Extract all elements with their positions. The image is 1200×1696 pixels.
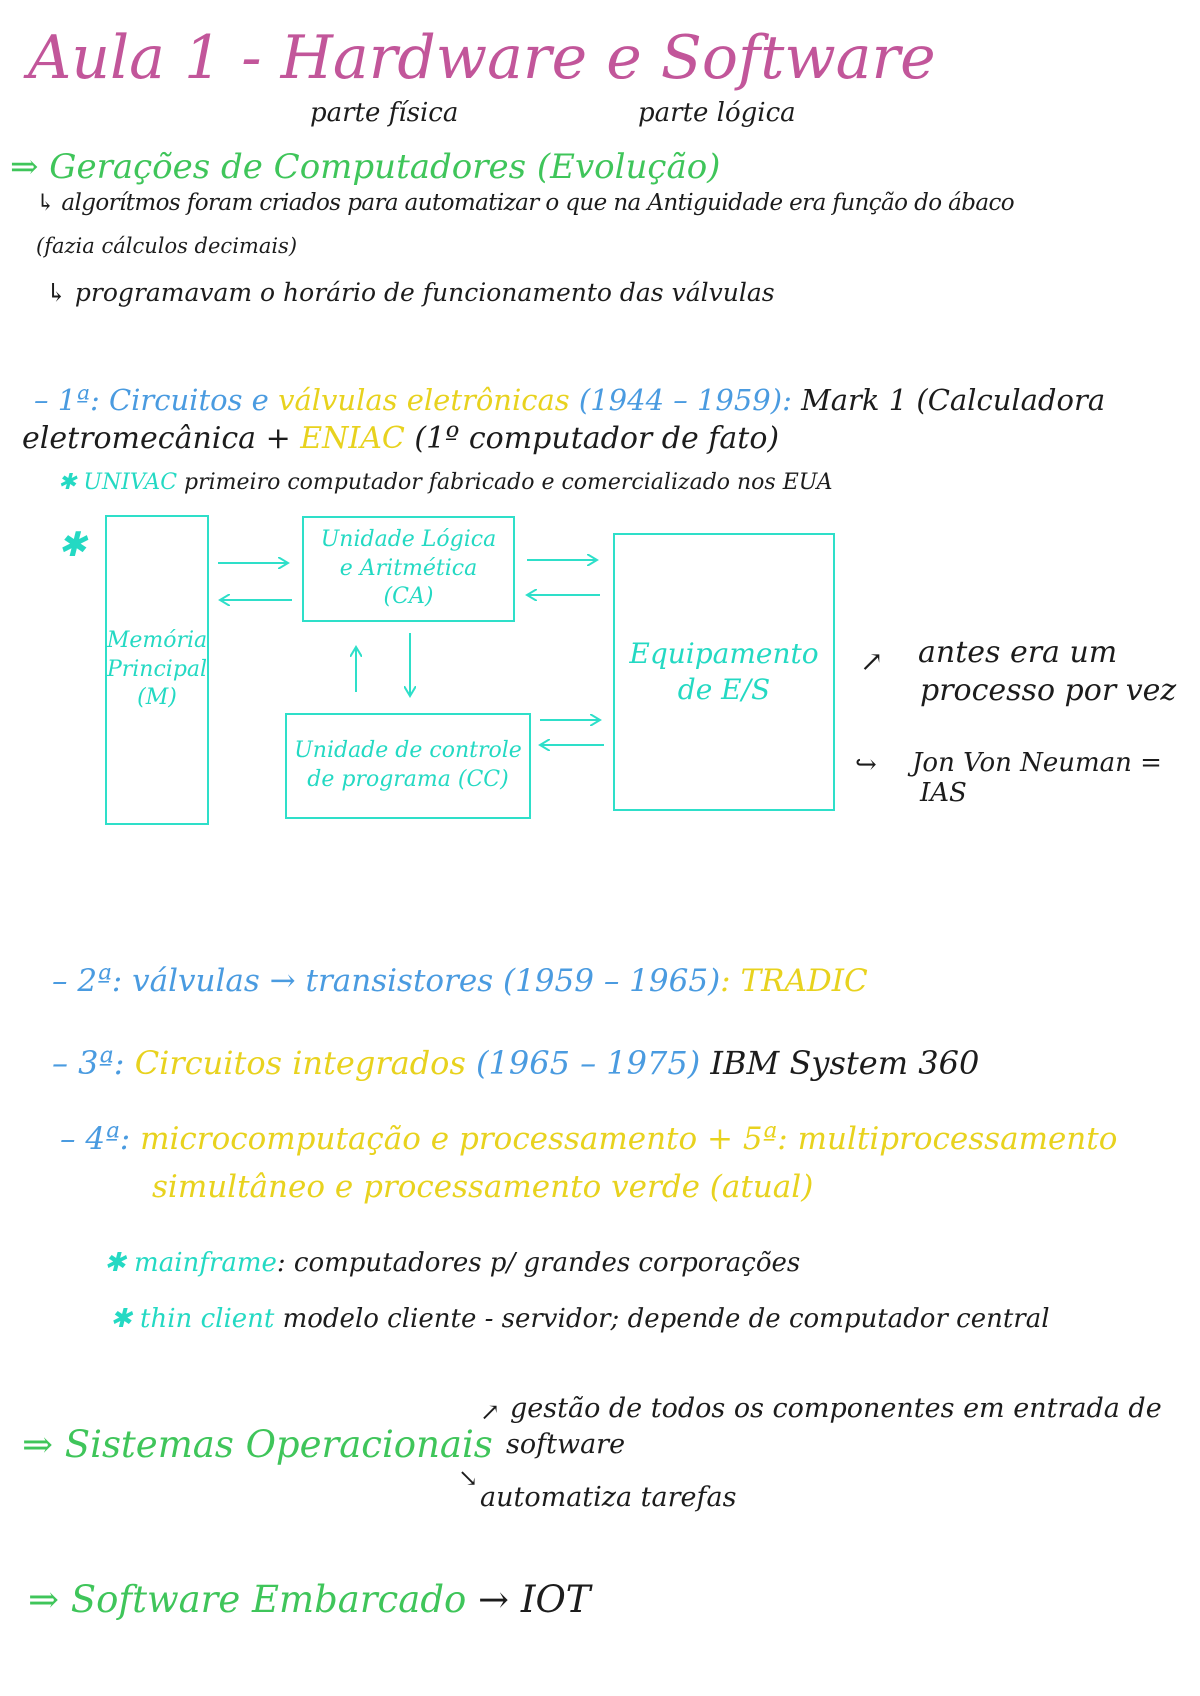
hardware-note: parte física	[310, 98, 459, 128]
diagram-star: ✱	[58, 525, 87, 565]
so-arrow1: ↗	[480, 1398, 501, 1426]
univac-text: primeiro computador fabricado e comercializado nos EUA	[177, 470, 833, 495]
note1-arrow: ↗	[860, 645, 884, 678]
thinclient-line	[110, 1306, 1050, 1332]
title-conjunction: e	[587, 23, 661, 93]
gen2-sep: :	[720, 963, 741, 999]
geracoes-line1b: (fazia cálculos decimais)	[36, 234, 298, 258]
gen4-text: microcomputação e processamento + 5ª: multiprocessamento	[140, 1121, 1118, 1157]
gen3-years: (1965 – 1975)	[465, 1044, 711, 1082]
mainframe-text: : computadores p/ grandes corporações	[276, 1248, 801, 1278]
gen2-line	[52, 963, 868, 999]
ibm-label: IBM System 360	[710, 1044, 980, 1082]
so-heading: ⇒ Sistemas Operacionais	[22, 1423, 493, 1466]
so-note1b: software	[506, 1429, 626, 1460]
geracoes-line1: ↳ algorítmos foram criados para automatizar o que na Antiguidade era função do ábaco	[36, 190, 1015, 216]
gen1-line2b: (1º computador de fato)	[404, 421, 780, 456]
geracoes-heading: ⇒ Gerações de Computadores (Evolução)	[10, 147, 721, 187]
mainframe-line	[104, 1250, 800, 1276]
gen4-line2: simultâneo e processamento verde (atual)	[152, 1169, 814, 1205]
title-prefix: Aula 1 -	[28, 23, 281, 93]
gen2-text: válvulas → transistores (1959 – 1965)	[132, 963, 721, 999]
so-note2: automatiza tarefas	[480, 1482, 737, 1513]
note2-arrow: ↪	[855, 750, 877, 780]
note1-line1: antes era um	[918, 635, 1118, 670]
thinclient-label: ✱ thin client	[110, 1304, 275, 1334]
gen3-prefix: – 3ª:	[52, 1044, 135, 1082]
ula-label: Unidade Lógica e Aritmética (CA)	[320, 527, 497, 610]
gen1-line2a: eletromecânica +	[22, 421, 301, 456]
univac-label: ✱ UNIVAC	[58, 470, 178, 495]
memoria-label: Memória Principal (M)	[106, 628, 208, 711]
gen2-prefix: – 2ª:	[52, 963, 133, 999]
embarcado-line	[28, 1578, 591, 1621]
software-note: parte lógica	[638, 98, 796, 128]
ucp-label: Unidade de controle de programa (CC)	[294, 738, 522, 792]
gen1-label-b: válvulas eletrônicas	[278, 383, 570, 417]
so-arrow2: ↘	[458, 1464, 479, 1492]
note2-line1: Jon Von Neuman =	[912, 748, 1162, 778]
eniac-label: ENIAC	[300, 421, 405, 456]
gen4-line	[60, 1121, 1118, 1157]
gen1-prefix: – 1ª:	[34, 383, 109, 417]
gen4-prefix: – 4ª:	[60, 1121, 141, 1157]
tradic-label: TRADIC	[740, 963, 868, 999]
gen1-label-a: Circuitos e	[108, 383, 279, 417]
gen1-years: (1944 – 1959):	[569, 383, 802, 417]
gen3-line	[52, 1044, 980, 1082]
embarcado-arrow: →	[466, 1578, 521, 1621]
geracoes-line2: ↳ programavam o horário de funcionamento das válvulas	[46, 278, 775, 307]
title-hardware: Hardware	[280, 23, 588, 93]
embarcado-heading: ⇒ Software Embarcado	[28, 1578, 467, 1621]
note2-line2: IAS	[920, 778, 967, 808]
mainframe-label: ✱ mainframe	[104, 1248, 277, 1278]
es-label: Equipamento de E/S	[629, 636, 819, 706]
note1-line2: processo por vez	[920, 673, 1177, 708]
so-note1: gestão de todos os componentes em entrada de	[510, 1393, 1162, 1424]
title-software: Software	[660, 23, 936, 93]
gen3-text: Circuitos integrados	[134, 1044, 466, 1082]
gen1-mark: Mark 1 (Calculadora	[801, 383, 1106, 417]
iot-label: IOT	[520, 1578, 591, 1621]
thinclient-text: modelo cliente - servidor; depende de computador central	[274, 1304, 1050, 1334]
